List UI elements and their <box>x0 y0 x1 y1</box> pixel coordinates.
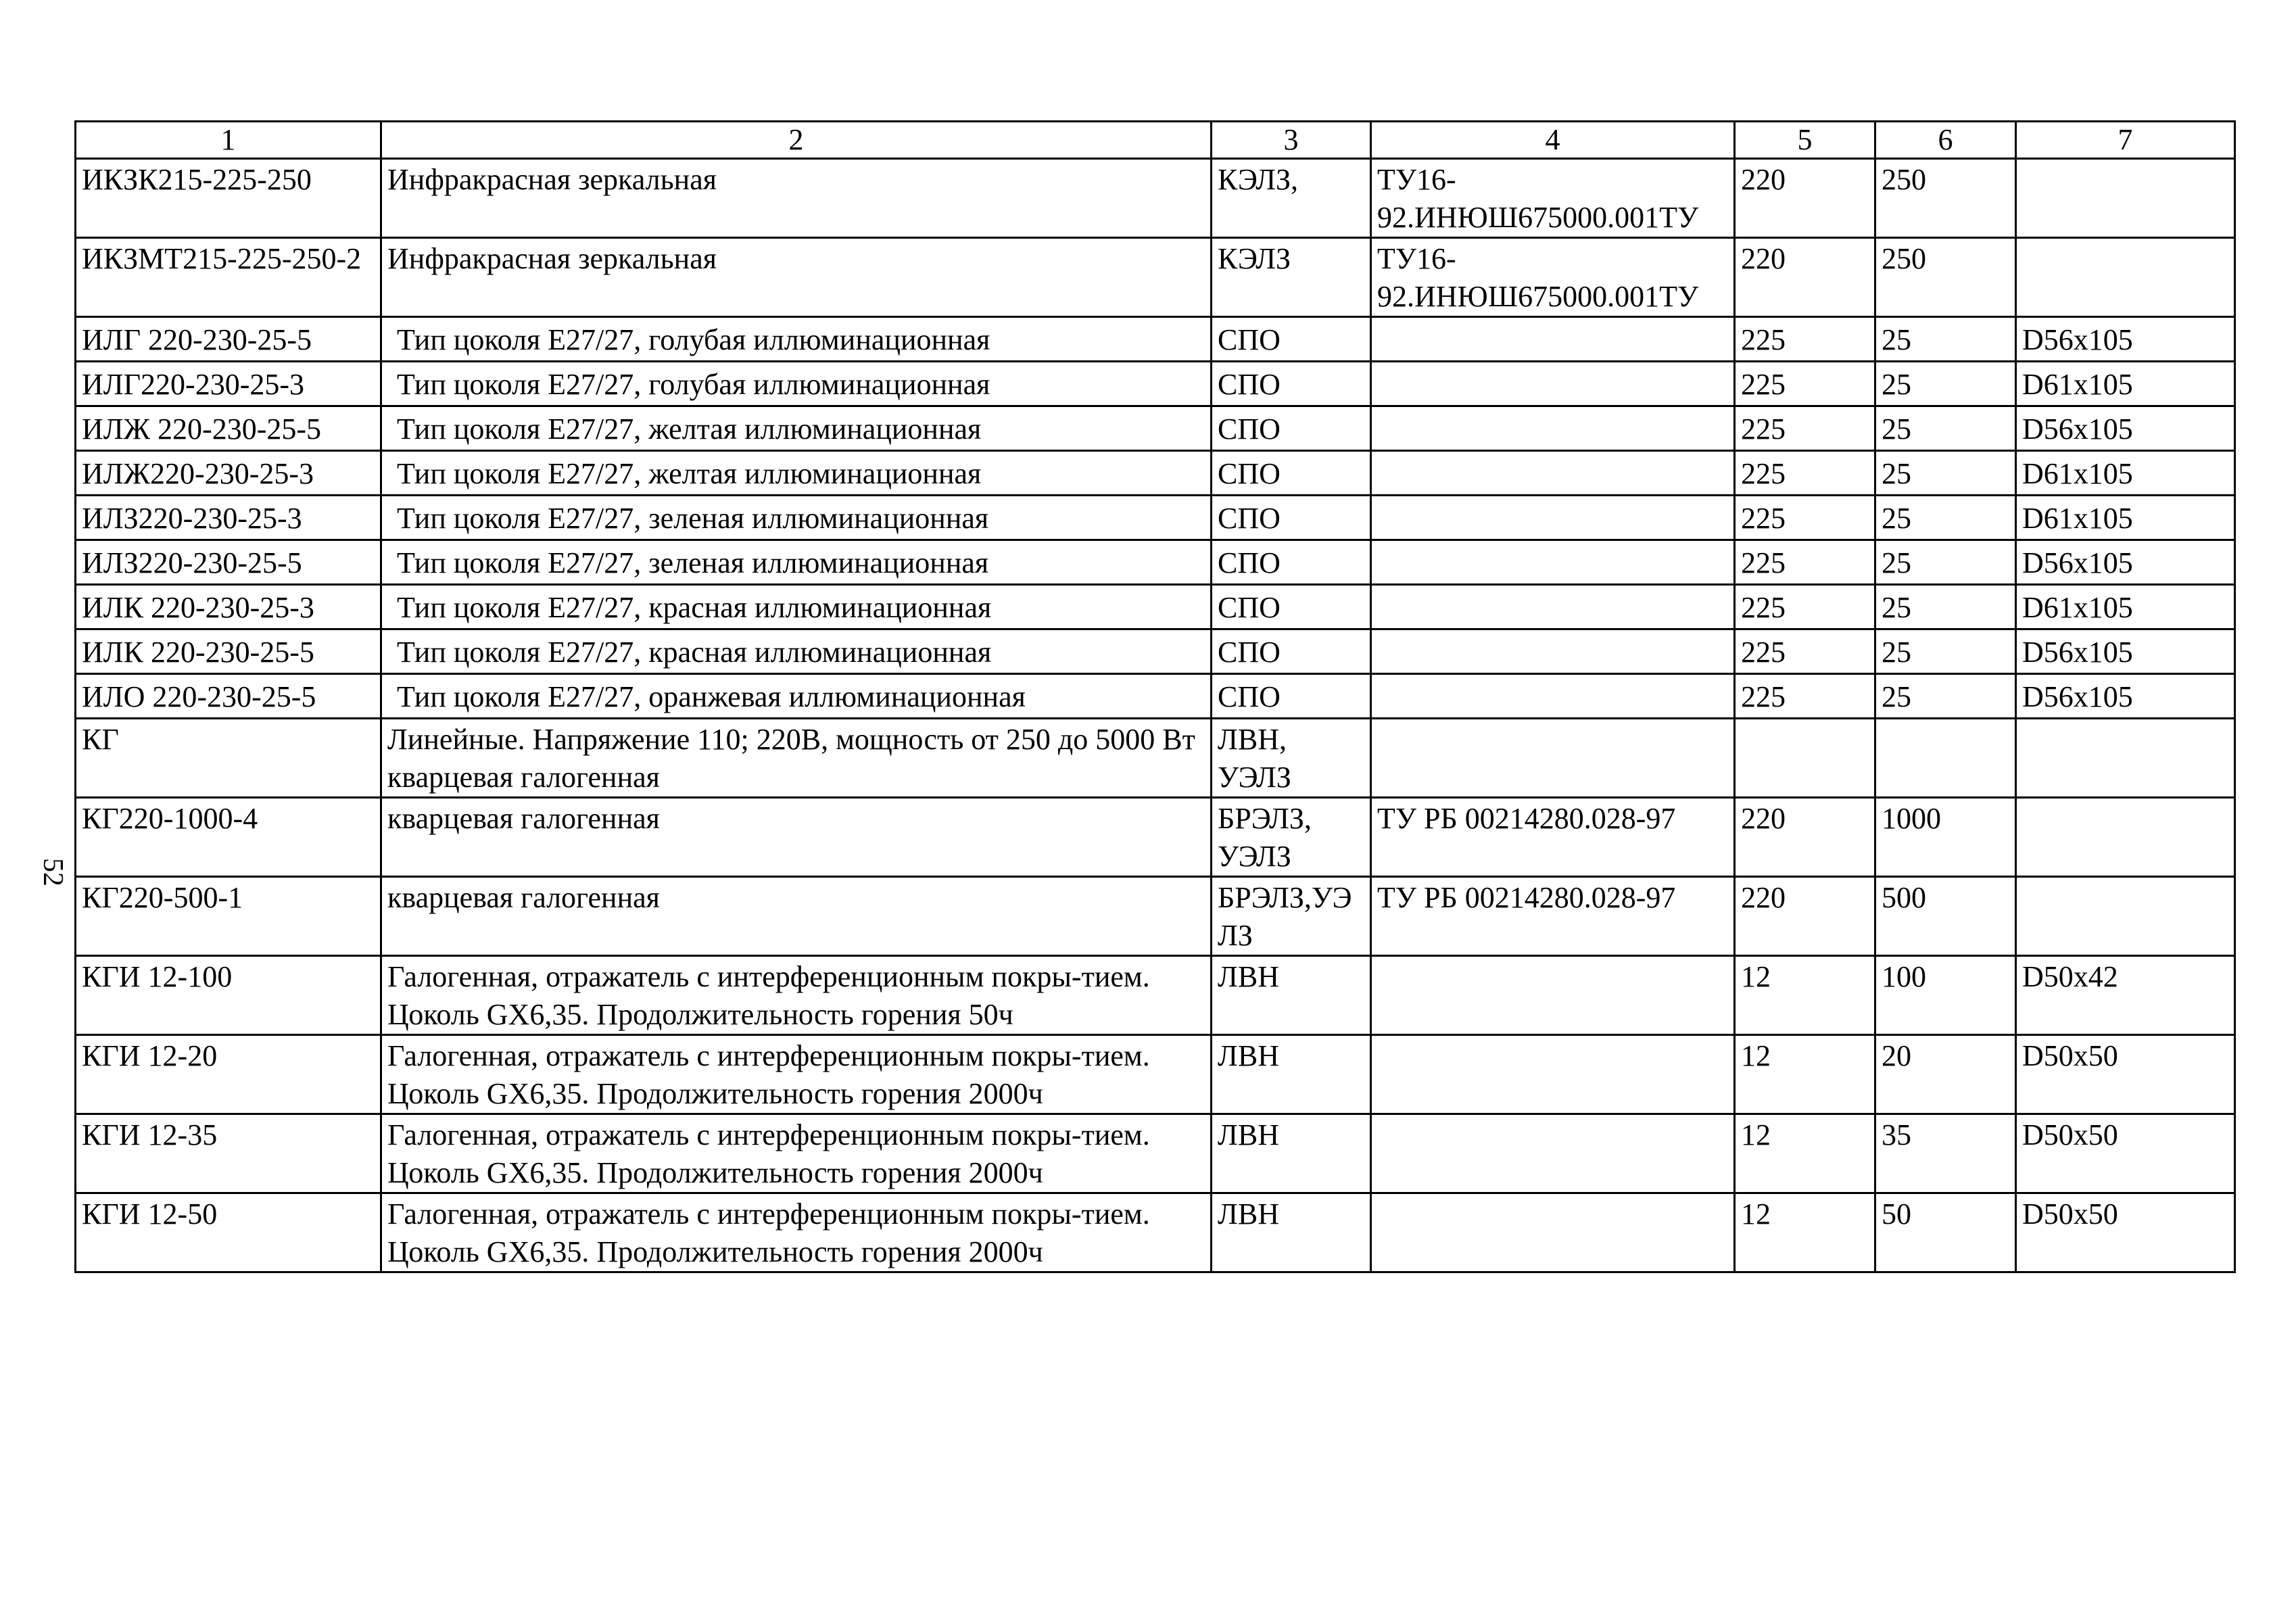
dimensions-cell: D56x105 <box>2016 317 2235 362</box>
voltage-cell: 225 <box>1735 629 1875 674</box>
lamp-model-cell: КГ220-500-1 <box>76 877 381 956</box>
column-header-7: 7 <box>2016 122 2235 159</box>
voltage-cell: 220 <box>1735 798 1875 877</box>
manufacturer-cell: СПО <box>1212 406 1371 451</box>
voltage-cell: 225 <box>1735 406 1875 451</box>
power-cell: 500 <box>1875 877 2016 956</box>
standard-cell: ТУ РБ 00214280.028-97 <box>1371 798 1735 877</box>
table-row <box>76 496 2235 540</box>
description-cell: Тип цоколя Е27/27, зеленая иллюминационная <box>381 496 1212 540</box>
dimensions-cell <box>2016 159 2235 238</box>
dimensions-cell <box>2016 798 2235 877</box>
dimensions-cell: D61x105 <box>2016 362 2235 406</box>
power-cell: 25 <box>1875 540 2016 585</box>
standard-cell <box>1371 406 1735 451</box>
voltage-cell: 12 <box>1735 956 1875 1035</box>
table-body <box>76 159 2235 1272</box>
table-row <box>76 1035 2235 1114</box>
column-header-3: 3 <box>1212 122 1371 159</box>
table-row <box>76 1193 2235 1272</box>
table-row <box>76 317 2235 362</box>
voltage-cell: 225 <box>1735 362 1875 406</box>
lamp-model-cell: ИКЗК215-225-250 <box>76 159 381 238</box>
power-cell: 25 <box>1875 585 2016 629</box>
dimensions-cell: D61x105 <box>2016 585 2235 629</box>
table-row <box>76 362 2235 406</box>
lamp-model-cell: КГИ 12-20 <box>76 1035 381 1114</box>
description-cell: Галогенная, отражатель с интерференционным покры-тием. Цоколь GX6,35. Продолжительность горения 2000ч <box>381 1114 1212 1193</box>
standard-cell <box>1371 1193 1735 1272</box>
description-cell: Тип цоколя Е27/27, голубая иллюминационная <box>381 362 1212 406</box>
lamp-model-cell: КГ <box>76 719 381 798</box>
manufacturer-cell: СПО <box>1212 496 1371 540</box>
standard-cell <box>1371 317 1735 362</box>
dimensions-cell: D50x50 <box>2016 1193 2235 1272</box>
dimensions-cell: D50x50 <box>2016 1035 2235 1114</box>
column-header-1: 1 <box>76 122 381 159</box>
dimensions-cell: D56x105 <box>2016 406 2235 451</box>
power-cell: 250 <box>1875 159 2016 238</box>
description-cell: Инфракрасная зеркальная <box>381 159 1212 238</box>
voltage-cell: 225 <box>1735 585 1875 629</box>
standard-cell: ТУ РБ 00214280.028-97 <box>1371 877 1735 956</box>
voltage-cell: 12 <box>1735 1193 1875 1272</box>
description-cell: Линейные. Напряжение 110; 220В, мощность от 250 до 5000 Вт кварцевая галогенная <box>381 719 1212 798</box>
power-cell: 100 <box>1875 956 2016 1035</box>
table-row <box>76 238 2235 317</box>
manufacturer-cell: СПО <box>1212 585 1371 629</box>
manufacturer-cell: СПО <box>1212 317 1371 362</box>
power-cell: 25 <box>1875 451 2016 496</box>
voltage-cell: 225 <box>1735 496 1875 540</box>
description-cell: кварцевая галогенная <box>381 798 1212 877</box>
description-cell: Тип цоколя Е27/27, красная иллюминационная <box>381 585 1212 629</box>
table-row <box>76 719 2235 798</box>
table-row <box>76 585 2235 629</box>
power-cell: 250 <box>1875 238 2016 317</box>
voltage-cell <box>1735 719 1875 798</box>
power-cell: 25 <box>1875 406 2016 451</box>
manufacturer-cell: КЭЛЗ <box>1212 238 1371 317</box>
description-cell: кварцевая галогенная <box>381 877 1212 956</box>
table-row <box>76 674 2235 719</box>
standard-cell <box>1371 629 1735 674</box>
lamp-spec-table <box>74 120 2236 1273</box>
table-row <box>76 406 2235 451</box>
table-row <box>76 629 2235 674</box>
table-row <box>76 877 2235 956</box>
column-header-5: 5 <box>1735 122 1875 159</box>
manufacturer-cell: СПО <box>1212 362 1371 406</box>
page-number: 52 <box>37 858 68 886</box>
dimensions-cell <box>2016 719 2235 798</box>
standard-cell <box>1371 719 1735 798</box>
dimensions-cell: D56x105 <box>2016 629 2235 674</box>
manufacturer-cell: БРЭЛЗ,УЭЛЗ <box>1212 877 1371 956</box>
lamp-model-cell: ИЛК 220-230-25-5 <box>76 629 381 674</box>
standard-cell <box>1371 1035 1735 1114</box>
standard-cell <box>1371 451 1735 496</box>
voltage-cell: 225 <box>1735 674 1875 719</box>
voltage-cell: 225 <box>1735 317 1875 362</box>
manufacturer-cell: СПО <box>1212 674 1371 719</box>
dimensions-cell: D61x105 <box>2016 496 2235 540</box>
lamp-model-cell: КГ220-1000-4 <box>76 798 381 877</box>
column-header-4: 4 <box>1371 122 1735 159</box>
description-cell: Тип цоколя Е27/27, зеленая иллюминационная <box>381 540 1212 585</box>
standard-cell <box>1371 540 1735 585</box>
table-row <box>76 956 2235 1035</box>
manufacturer-cell: СПО <box>1212 629 1371 674</box>
lamp-model-cell: ИЛГ220-230-25-3 <box>76 362 381 406</box>
voltage-cell: 12 <box>1735 1114 1875 1193</box>
dimensions-cell: D56x105 <box>2016 540 2235 585</box>
lamp-model-cell: ИЛЖ 220-230-25-5 <box>76 406 381 451</box>
voltage-cell: 220 <box>1735 159 1875 238</box>
standard-cell <box>1371 674 1735 719</box>
description-cell: Тип цоколя Е27/27, желтая иллюминационная <box>381 406 1212 451</box>
lamp-model-cell: КГИ 12-100 <box>76 956 381 1035</box>
manufacturer-cell: СПО <box>1212 540 1371 585</box>
lamp-model-cell: ИЛК 220-230-25-3 <box>76 585 381 629</box>
power-cell: 25 <box>1875 629 2016 674</box>
dimensions-cell <box>2016 877 2235 956</box>
power-cell: 25 <box>1875 317 2016 362</box>
power-cell: 35 <box>1875 1114 2016 1193</box>
voltage-cell: 220 <box>1735 877 1875 956</box>
standard-cell <box>1371 496 1735 540</box>
table-row <box>76 159 2235 238</box>
voltage-cell: 225 <box>1735 451 1875 496</box>
manufacturer-cell: КЭЛЗ, <box>1212 159 1371 238</box>
table-row <box>76 1114 2235 1193</box>
table-row <box>76 798 2235 877</box>
power-cell: 25 <box>1875 674 2016 719</box>
description-cell: Инфракрасная зеркальная <box>381 238 1212 317</box>
power-cell: 1000 <box>1875 798 2016 877</box>
description-cell: Тип цоколя Е27/27, красная иллюминационная <box>381 629 1212 674</box>
lamp-model-cell: ИЛЖ220-230-25-3 <box>76 451 381 496</box>
dimensions-cell <box>2016 238 2235 317</box>
column-header-2: 2 <box>381 122 1212 159</box>
table-row <box>76 451 2235 496</box>
lamp-model-cell: ИЛЗ220-230-25-5 <box>76 540 381 585</box>
lamp-model-cell: ИЛГ 220-230-25-5 <box>76 317 381 362</box>
manufacturer-cell: БРЭЛЗ, УЭЛЗ <box>1212 798 1371 877</box>
power-cell: 50 <box>1875 1193 2016 1272</box>
standard-cell <box>1371 585 1735 629</box>
lamp-model-cell: ИКЗМТ215-225-250-2 <box>76 238 381 317</box>
standard-cell <box>1371 956 1735 1035</box>
manufacturer-cell: СПО <box>1212 451 1371 496</box>
description-cell: Галогенная, отражатель с интерференционным покры-тием. Цоколь GX6,35. Продолжительность горения 50ч <box>381 956 1212 1035</box>
lamp-model-cell: КГИ 12-50 <box>76 1193 381 1272</box>
table-row <box>76 540 2235 585</box>
lamp-model-cell: ИЛЗ220-230-25-3 <box>76 496 381 540</box>
description-cell: Тип цоколя Е27/27, желтая иллюминационная <box>381 451 1212 496</box>
column-number-row <box>76 122 2235 159</box>
description-cell: Галогенная, отражатель с интерференционным покры-тием. Цоколь GX6,35. Продолжительность горения 2000ч <box>381 1035 1212 1114</box>
manufacturer-cell: ЛВН <box>1212 1114 1371 1193</box>
standard-cell <box>1371 362 1735 406</box>
power-cell: 25 <box>1875 496 2016 540</box>
standard-cell: ТУ16-92.ИНЮШ675000.001ТУ <box>1371 159 1735 238</box>
power-cell <box>1875 719 2016 798</box>
description-cell: Галогенная, отражатель с интерференционным покры-тием. Цоколь GX6,35. Продолжительность горения 2000ч <box>381 1193 1212 1272</box>
dimensions-cell: D56x105 <box>2016 674 2235 719</box>
voltage-cell: 225 <box>1735 540 1875 585</box>
voltage-cell: 12 <box>1735 1035 1875 1114</box>
column-header-6: 6 <box>1875 122 2016 159</box>
power-cell: 25 <box>1875 362 2016 406</box>
standard-cell <box>1371 1114 1735 1193</box>
description-cell: Тип цоколя Е27/27, оранжевая иллюминационная <box>381 674 1212 719</box>
dimensions-cell: D61x105 <box>2016 451 2235 496</box>
standard-cell: ТУ16-92.ИНЮШ675000.001ТУ <box>1371 238 1735 317</box>
manufacturer-cell: ЛВН <box>1212 956 1371 1035</box>
manufacturer-cell: ЛВН <box>1212 1035 1371 1114</box>
description-cell: Тип цоколя Е27/27, голубая иллюминационная <box>381 317 1212 362</box>
lamp-model-cell: КГИ 12-35 <box>76 1114 381 1193</box>
dimensions-cell: D50x50 <box>2016 1114 2235 1193</box>
lamp-model-cell: ИЛО 220-230-25-5 <box>76 674 381 719</box>
manufacturer-cell: ЛВН <box>1212 1193 1371 1272</box>
power-cell: 20 <box>1875 1035 2016 1114</box>
manufacturer-cell: ЛВН, УЭЛЗ <box>1212 719 1371 798</box>
voltage-cell: 220 <box>1735 238 1875 317</box>
dimensions-cell: D50x42 <box>2016 956 2235 1035</box>
